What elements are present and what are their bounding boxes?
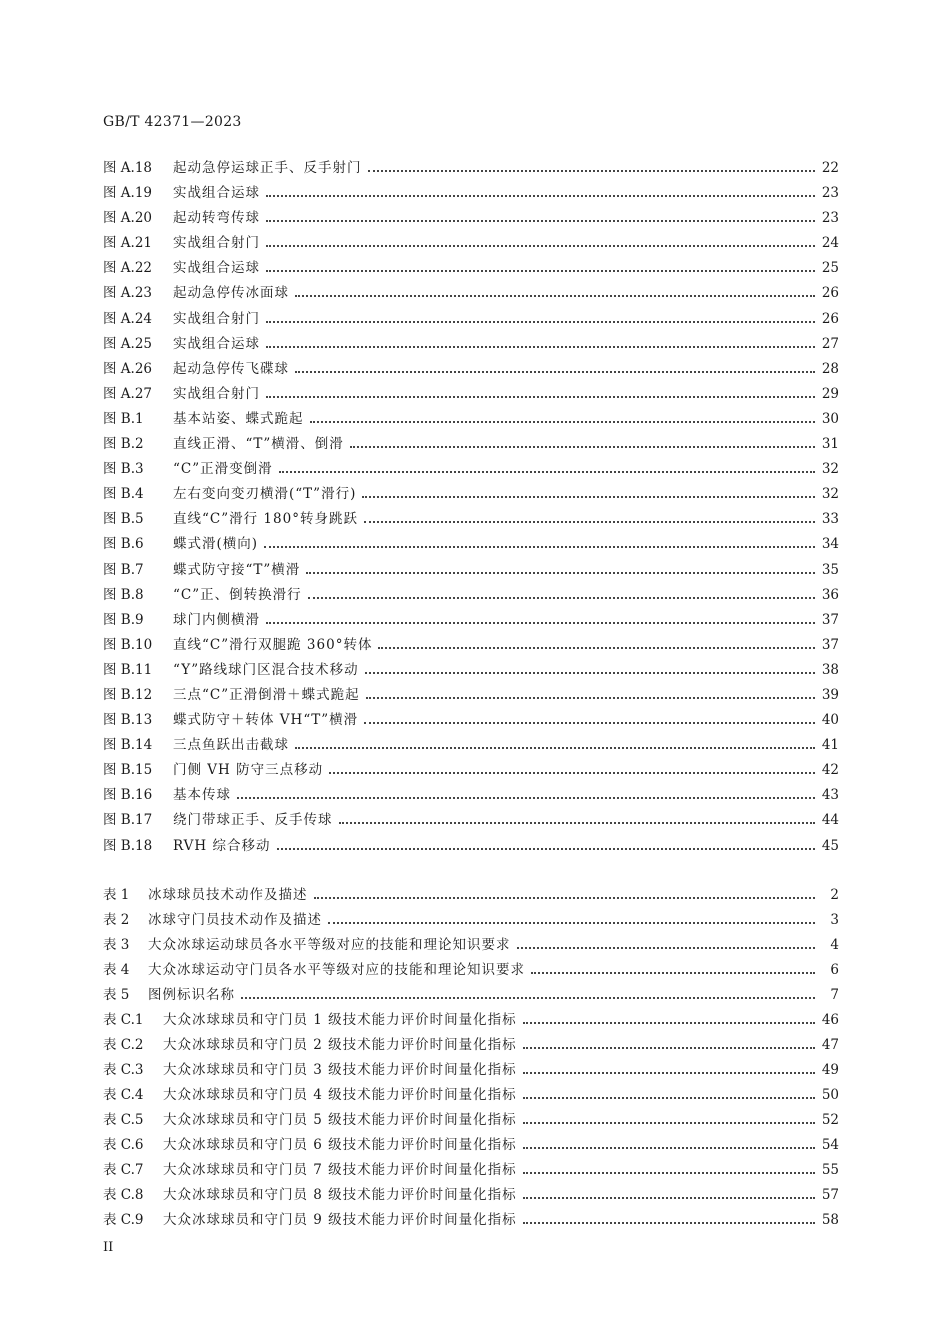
figure-entry-title: 直线正滑、“T”横滑、倒滑 [173, 436, 344, 453]
table-entry[interactable] [103, 1008, 839, 1033]
figure-entry-page: 37 [821, 611, 839, 628]
figure-entry[interactable] [103, 733, 839, 758]
dot-leader [364, 520, 815, 523]
figure-entry-page: 23 [821, 210, 839, 227]
dot-leader [266, 269, 815, 272]
table-entry-label: 表 C.6 [103, 1137, 144, 1153]
figure-entry[interactable] [103, 156, 839, 181]
figure-entry-title: 左右变向变刃横滑(“T”滑行) [173, 486, 357, 503]
figure-entry-label: 图 A.27 [103, 385, 153, 402]
figure-entry-label: 图 B.8 [103, 586, 144, 603]
table-entry[interactable] [103, 1133, 839, 1158]
table-entry[interactable] [103, 983, 839, 1008]
figure-entry-title: 实战组合运球 [173, 185, 260, 202]
table-entry-label: 表 C.8 [103, 1187, 144, 1203]
figure-entry-label: 图 A.26 [103, 360, 153, 377]
figure-entry[interactable] [103, 808, 839, 833]
dot-leader [366, 696, 815, 699]
table-entry-label: 表 C.9 [103, 1212, 144, 1228]
table-entry-label: 表 C.1 [103, 1012, 144, 1028]
dot-leader [277, 847, 816, 850]
table-entry-page: 57 [821, 1187, 839, 1203]
figure-entry-label: 图 A.25 [103, 335, 153, 352]
figure-entry[interactable] [103, 432, 839, 457]
figure-entry-title: 基本站姿、蝶式跪起 [173, 410, 304, 427]
table-entry-title: 大众冰球球员和守门员 6 级技术能力评价时间量化指标 [163, 1137, 517, 1153]
table-entry-title: 大众冰球球员和守门员 5 级技术能力评价时间量化指标 [163, 1112, 517, 1128]
figure-entry-label: 图 B.11 [103, 661, 153, 678]
dot-leader [266, 345, 815, 348]
table-entry-label: 表 C.7 [103, 1162, 144, 1178]
figure-entry-page: 26 [821, 285, 839, 302]
figure-entry-page: 43 [821, 787, 839, 804]
dot-leader [523, 1096, 815, 1099]
table-entry-page: 46 [821, 1012, 839, 1028]
table-entry-page: 4 [830, 937, 839, 953]
table-entry-label: 表 3 [103, 937, 130, 953]
figure-entry[interactable] [103, 633, 839, 658]
figure-entry-label: 图 B.3 [103, 461, 144, 478]
figure-entry-title: 三点鱼跃出击截球 [173, 737, 289, 754]
dot-leader [531, 971, 815, 974]
figure-entry-page: 36 [821, 586, 839, 603]
table-entry-title: 大众冰球球员和守门员 1 级技术能力评价时间量化指标 [163, 1012, 517, 1028]
figure-entry-title: 蝶式防守＋转体 VH“T”横滑 [173, 712, 359, 729]
table-entry-page: 52 [821, 1112, 839, 1128]
table-entry-page: 47 [821, 1037, 839, 1053]
figure-entry-title: 实战组合射门 [173, 385, 260, 402]
figure-entry-page: 28 [821, 360, 839, 377]
dot-leader [523, 1121, 815, 1124]
document-code: GB/T 42371—2023 [103, 114, 242, 130]
figure-entry-page: 29 [821, 385, 839, 402]
table-entry-label: 表 4 [103, 962, 130, 978]
figure-entry-label: 图 A.22 [103, 260, 153, 277]
dot-leader [266, 621, 815, 624]
figure-entry-page: 22 [821, 160, 839, 176]
dot-leader [266, 395, 815, 398]
table-entry-page: 6 [830, 962, 839, 978]
dot-leader [362, 495, 815, 498]
figure-entry-page: 44 [821, 812, 839, 829]
table-entry[interactable] [103, 1108, 839, 1133]
figure-entry-title: 起动急停传飞碟球 [173, 360, 289, 377]
table-entry-title: 大众冰球运动守门员各水平等级对应的技能和理论知识要求 [148, 962, 525, 978]
table-entry-page: 55 [821, 1162, 839, 1178]
figure-entry-label: 图 A.19 [103, 185, 153, 202]
figure-entry[interactable] [103, 206, 839, 231]
figure-entry-label: 图 B.4 [103, 486, 144, 503]
dot-leader [266, 244, 815, 247]
table-entry[interactable] [103, 1058, 839, 1083]
table-entry[interactable] [103, 908, 839, 933]
figure-entry-label: 图 A.20 [103, 210, 153, 227]
figure-entry-page: 42 [821, 762, 839, 779]
dot-leader [523, 1221, 815, 1224]
dot-leader [523, 1196, 815, 1199]
figure-entry[interactable] [103, 783, 839, 808]
dot-leader [306, 571, 815, 574]
dot-leader [264, 545, 815, 548]
dot-leader [279, 470, 815, 473]
table-entry-label: 表 C.3 [103, 1062, 144, 1078]
figure-entry-title: 绕门带球正手、反手传球 [173, 812, 333, 829]
table-entry-page: 3 [830, 912, 839, 928]
table-entry-page: 2 [830, 887, 839, 903]
figure-entry-page: 31 [821, 436, 839, 453]
table-entry-page: 7 [830, 987, 839, 1003]
figure-entry-label: 图 B.7 [103, 561, 144, 578]
table-entry-title: 冰球守门员技术动作及描述 [148, 912, 322, 928]
table-entry[interactable] [103, 1158, 839, 1183]
figure-entry-label: 图 A.23 [103, 285, 153, 302]
figure-entry[interactable] [103, 407, 839, 432]
dot-leader [266, 320, 815, 323]
figure-entry-page: 45 [821, 837, 839, 854]
dot-leader [378, 646, 815, 649]
dot-leader [266, 219, 815, 222]
figure-entry-title: 起动急停运球正手、反手射门 [173, 160, 362, 176]
figure-entry-page: 35 [821, 561, 839, 578]
table-entry-label: 表 5 [103, 987, 130, 1003]
figure-entry-title: 基本传球 [173, 787, 231, 804]
figure-entry-label: 图 B.10 [103, 636, 153, 653]
table-entry-label: 表 1 [103, 887, 130, 903]
figure-entry[interactable] [103, 758, 839, 783]
figure-entry[interactable] [103, 532, 839, 557]
table-entry-title: 大众冰球球员和守门员 3 级技术能力评价时间量化指标 [163, 1062, 517, 1078]
dot-leader [241, 996, 815, 999]
figure-entry-page: 27 [821, 335, 839, 352]
dot-leader [368, 169, 816, 172]
table-entry[interactable] [103, 1208, 839, 1233]
dot-leader [295, 294, 815, 297]
table-entry-title: 图例标识名称 [148, 987, 235, 1003]
table-entry-label: 表 C.5 [103, 1112, 144, 1128]
figure-entry[interactable] [103, 332, 839, 357]
table-entry-title: 大众冰球运动球员各水平等级对应的技能和理论知识要求 [148, 937, 511, 953]
table-entry-label: 表 C.2 [103, 1037, 144, 1053]
figure-entry-page: 38 [821, 661, 839, 678]
table-entry-title: 大众冰球球员和守门员 7 级技术能力评价时间量化指标 [163, 1162, 517, 1178]
figure-entry[interactable] [103, 608, 839, 633]
dot-leader [266, 194, 815, 197]
dot-leader [350, 445, 815, 448]
dot-leader [523, 1046, 815, 1049]
figure-entry-label: 图 A.18 [103, 160, 153, 176]
figure-entry[interactable] [103, 658, 839, 683]
dot-leader [365, 671, 815, 674]
figure-entry-page: 25 [821, 260, 839, 277]
table-entry-page: 49 [821, 1062, 839, 1078]
dot-leader [295, 370, 815, 373]
table-entry-label: 表 C.4 [103, 1087, 144, 1103]
table-entry[interactable] [103, 1183, 839, 1208]
figure-entry-label: 图 B.2 [103, 436, 144, 453]
figure-entry-title: 实战组合射门 [173, 235, 260, 252]
figure-entry[interactable] [103, 558, 839, 583]
figure-entry-title: 蝶式防守接“T”横滑 [173, 561, 301, 578]
figure-entry[interactable] [103, 181, 839, 206]
table-entry[interactable] [103, 933, 839, 958]
table-entry-title: 大众冰球球员和守门员 2 级技术能力评价时间量化指标 [163, 1037, 517, 1053]
figure-entry-title: “C”正滑变倒滑 [173, 461, 273, 478]
table-entry[interactable] [103, 883, 839, 908]
table-list [103, 883, 839, 1233]
figure-entry[interactable] [103, 482, 839, 507]
figure-entry-title: 实战组合射门 [173, 310, 260, 327]
figure-list [103, 156, 839, 859]
figure-entry-label: 图 B.14 [103, 737, 153, 754]
figure-entry-label: 图 B.17 [103, 812, 153, 829]
dot-leader [523, 1071, 815, 1074]
figure-entry-title: “Y”路线球门区混合技术移动 [173, 661, 359, 678]
figure-entry-label: 图 B.5 [103, 511, 144, 528]
table-entry[interactable] [103, 1083, 839, 1108]
dot-leader [237, 796, 815, 799]
figure-entry-page: 30 [821, 410, 839, 427]
table-entry-title: 大众冰球球员和守门员 4 级技术能力评价时间量化指标 [163, 1087, 517, 1103]
figure-entry[interactable] [103, 834, 839, 859]
figure-entry[interactable] [103, 382, 839, 407]
figure-entry-title: 实战组合运球 [173, 260, 260, 277]
figure-entry[interactable] [103, 683, 839, 708]
figure-entry-label: 图 B.9 [103, 611, 144, 628]
figure-entry-title: RVH 综合移动 [173, 837, 271, 854]
figure-entry-label: 图 B.6 [103, 536, 144, 553]
dot-leader [314, 896, 816, 899]
figure-entry-page: 32 [821, 461, 839, 478]
dot-leader [328, 921, 815, 924]
dot-leader [523, 1146, 815, 1149]
figure-entry-page: 24 [821, 235, 839, 252]
figure-entry-label: 图 A.21 [103, 235, 153, 252]
figure-entry-label: 图 B.12 [103, 686, 153, 703]
figure-entry[interactable] [103, 708, 839, 733]
figure-entry[interactable] [103, 231, 839, 256]
figure-entry[interactable] [103, 256, 839, 281]
figure-entry-title: 蝶式滑(横向) [173, 536, 259, 553]
figure-entry-page: 40 [821, 712, 839, 729]
table-entry-label: 表 2 [103, 912, 130, 928]
figure-entry[interactable] [103, 583, 839, 608]
figure-entry-label: 图 A.24 [103, 310, 153, 327]
dot-leader [339, 821, 816, 824]
figure-entry[interactable] [103, 281, 839, 306]
figure-entry-title: “C”正、倒转换滑行 [173, 586, 302, 603]
table-entry-page: 54 [821, 1137, 839, 1153]
figure-entry-label: 图 B.15 [103, 762, 153, 779]
dot-leader [523, 1021, 815, 1024]
figure-entry-label: 图 B.13 [103, 712, 153, 729]
dot-leader [523, 1171, 815, 1174]
figure-entry-page: 37 [821, 636, 839, 653]
figure-entry[interactable] [103, 307, 839, 332]
dot-leader [517, 946, 816, 949]
figure-entry-title: 起动转弯传球 [173, 210, 260, 227]
figure-entry-page: 34 [821, 536, 839, 553]
figure-entry-label: 图 B.1 [103, 410, 144, 427]
table-entry-title: 冰球球员技术动作及描述 [148, 887, 308, 903]
table-entry-title: 大众冰球球员和守门员 8 级技术能力评价时间量化指标 [163, 1187, 517, 1203]
figure-entry-page: 41 [821, 737, 839, 754]
figure-entry[interactable] [103, 357, 839, 382]
table-entry[interactable] [103, 1033, 839, 1058]
figure-entry[interactable] [103, 507, 839, 532]
table-entry-title: 大众冰球球员和守门员 9 级技术能力评价时间量化指标 [163, 1212, 517, 1228]
figure-entry-title: 直线“C”滑行双腿跪 360°转体 [173, 636, 373, 653]
dot-leader [364, 721, 815, 724]
dot-leader [310, 420, 816, 423]
page-number: II [103, 1240, 114, 1255]
figure-entry-label: 图 B.18 [103, 837, 153, 854]
table-entry[interactable] [103, 958, 839, 983]
figure-entry-page: 32 [821, 486, 839, 503]
figure-entry-page: 26 [821, 310, 839, 327]
figure-entry-page: 23 [821, 185, 839, 202]
figure-entry-title: 三点“C”正滑倒滑＋蝶式跪起 [173, 686, 360, 703]
figure-entry-title: 实战组合运球 [173, 335, 260, 352]
dot-leader [329, 771, 815, 774]
table-entry-page: 50 [821, 1087, 839, 1103]
figure-entry-page: 33 [821, 511, 839, 528]
figure-entry-label: 图 B.16 [103, 787, 153, 804]
table-entry-page: 58 [821, 1212, 839, 1228]
dot-leader [295, 746, 815, 749]
figure-entry-page: 39 [821, 686, 839, 703]
figure-entry-title: 门侧 VH 防守三点移动 [173, 762, 324, 779]
dot-leader [308, 596, 815, 599]
figure-entry-title: 起动急停传冰面球 [173, 285, 289, 302]
figure-entry-title: 球门内侧横滑 [173, 611, 260, 628]
figure-entry[interactable] [103, 457, 839, 482]
figure-entry-title: 直线“C”滑行 180°转身跳跃 [173, 511, 358, 528]
